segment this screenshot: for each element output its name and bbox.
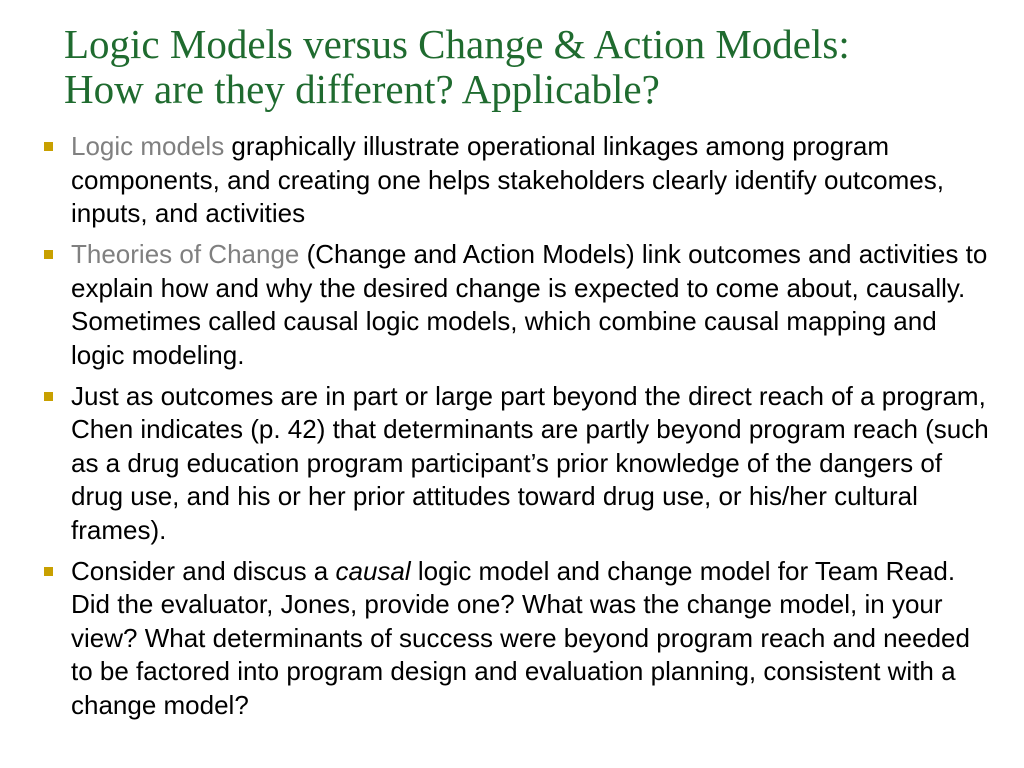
emphasis-causal: causal [335, 555, 411, 586]
bullet-list [44, 130, 994, 730]
bullet-text: graphically illustrate operational linkages among program components, and creating one helps stakeholders clearly identify outcomes, inputs, and activities [71, 131, 944, 228]
bullet-item-determinants [44, 380, 994, 548]
slide-title-line-1: Logic Models versus Change & Action Models: [64, 21, 850, 67]
term-logic-models: Logic models [71, 131, 225, 161]
bullet-item-logic-models [44, 130, 994, 231]
bullet-text-before: Consider and discus a [71, 555, 336, 586]
term-theories-of-change: Theories of Change [71, 239, 300, 269]
bullet-text: Just as outcomes are in part or large part beyond the direct reach of a program, Chen indicates (p. 42) that determinants are partly beyond program reach (such as a drug education program participant’s prior knowledge of the dangers of drug use, and his or her prior attitudes toward drug use, or his/her cultural frames). [71, 380, 989, 545]
bullet-item-team-read [44, 555, 994, 723]
bullet-text: (Change and Action Models) link outcomes and activities to explain how and why the desired change is expected to come about, causally. Sometimes called causal logic models, which combine causal mapping and logic modeling. [71, 239, 988, 370]
square-bullet-icon [44, 392, 53, 401]
bullet-text-after: logic model and change model for Team Read. Did the evaluator, Jones, provide one? What was the change model, in your view? What determinants of success were beyond program reach and needed to be factored into program design and evaluation planning, consistent with a change model? [71, 555, 970, 720]
slide-title-line-2: How are they different? Applicable? [64, 66, 660, 112]
square-bullet-icon [44, 142, 53, 151]
bullet-item-theories-of-change [44, 238, 994, 372]
square-bullet-icon [44, 250, 53, 259]
square-bullet-icon [44, 567, 53, 576]
slide-title [64, 22, 1004, 112]
